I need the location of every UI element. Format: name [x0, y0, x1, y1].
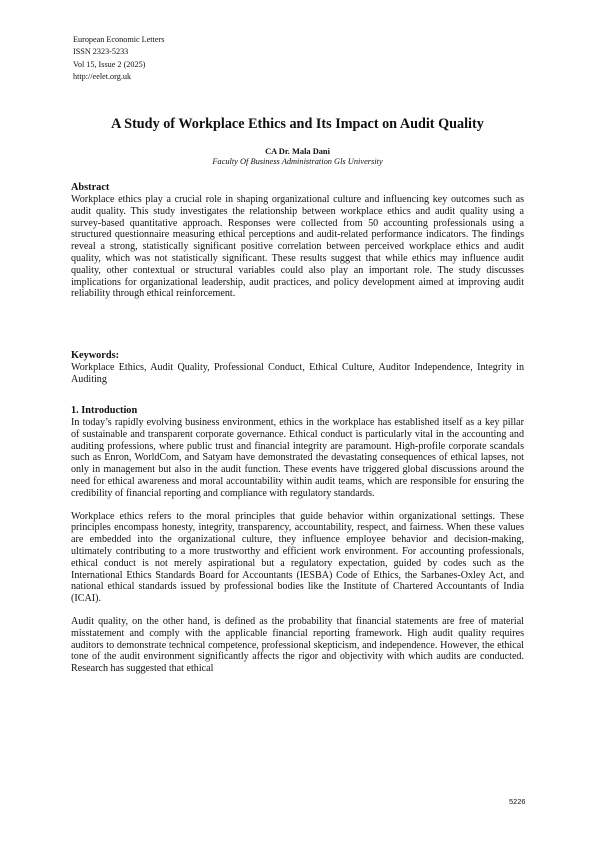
introduction-section	[71, 405, 524, 675]
abstract-section	[71, 182, 524, 300]
abstract-heading: Abstract	[71, 182, 110, 193]
paper-title: A Study of Workplace Ethics and Its Impact on Audit Quality	[111, 116, 484, 132]
page-number: 5226	[509, 797, 526, 806]
journal-name: European Economic Letters	[73, 35, 165, 44]
journal-url[interactable]: http://eelet.org.uk	[73, 72, 132, 82]
introduction-heading: 1. Introduction	[71, 405, 138, 416]
journal-volume: Vol 15, Issue 2 (2025)	[73, 59, 146, 69]
keywords-text: Workplace Ethics, Audit Quality, Professional Conduct, Ethical Culture, Auditor Independence, Integrity in Auditing	[71, 362, 524, 385]
introduction-paragraph: Audit quality, on the other hand, is defined as the probability that financial statements are free of material misstatement and comply with the applicable financial reporting framework. High audit quality requires auditors to demonstrate technical competence, professional skepticism, and independence. However, the ethical tone of the audit environment significantly affects the rigor and objectivity with which audits are conducted. Research has suggested that ethical	[71, 615, 524, 675]
journal-issn: ISSN 2323-5233	[73, 47, 129, 57]
introduction-paragraph: Workplace ethics refers to the moral principles that guide behavior within organizational settings. These principles encompass honesty, integrity, transparency, accountability, respect, and fairness. When these values are embedded into the organizational culture, they influence employee behavior and decision-making, ultimately contributing to a more trustworthy and efficient work environment. For accounting professionals, ethical conduct is not merely aspirational but a regulatory expectation, guided by codes such as the International Ethics Standards Board for Accountants (IESBA) Code of Ethics, the Sarbanes-Oxley Act, and national ethical standards issued by professional bodies like the Institute of Chartered Accountants of India (ICAI).	[71, 510, 524, 605]
introduction-paragraph: In today’s rapidly evolving business environment, ethics in the workplace has established itself as a key pillar of sustainable and transparent corporate governance. Ethical conduct is particularly vital in the accounting and auditing professions, where public trust and financial integrity are paramount. High-profile corporate scandals such as Enron, WorldCom, and Satyam have demonstrated the devastating consequences of ethical lapses, not only in management but also in the audit function. These events have triggered global discussions around the need for ethical awareness and moral accountability within audit teams, which are responsible for ensuring the credibility of financial reporting and compliance with regulatory standards.	[71, 417, 524, 499]
keywords-heading: Keywords:	[71, 350, 120, 361]
journal-header	[73, 34, 164, 84]
abstract-text: Workplace ethics play a crucial role in shaping organizational culture and influencing key outcomes such as audit quality. This study investigates the relationship between workplace ethics and audit quality using a survey-based quantitative approach. Responses were collected from 50 accounting professionals using a structured questionnaire measuring ethical perceptions and audit-related performance indicators. The findings reveal a strong, statistically significant positive correlation between perceived workplace ethics and audit quality, which was not statistically significant. These results suggest that while ethics may influence audit quality, other contextual or structural variables could also play an important role. The study discusses implications for organizational leadership, audit practices, and policy development aimed at improving audit reliability through ethical reinforcement.	[71, 194, 524, 300]
keywords-section	[71, 350, 524, 386]
author-name: CA Dr. Mala Dani	[265, 147, 330, 156]
author-affiliation: Faculty Of Business Administration Gls University	[212, 157, 383, 166]
